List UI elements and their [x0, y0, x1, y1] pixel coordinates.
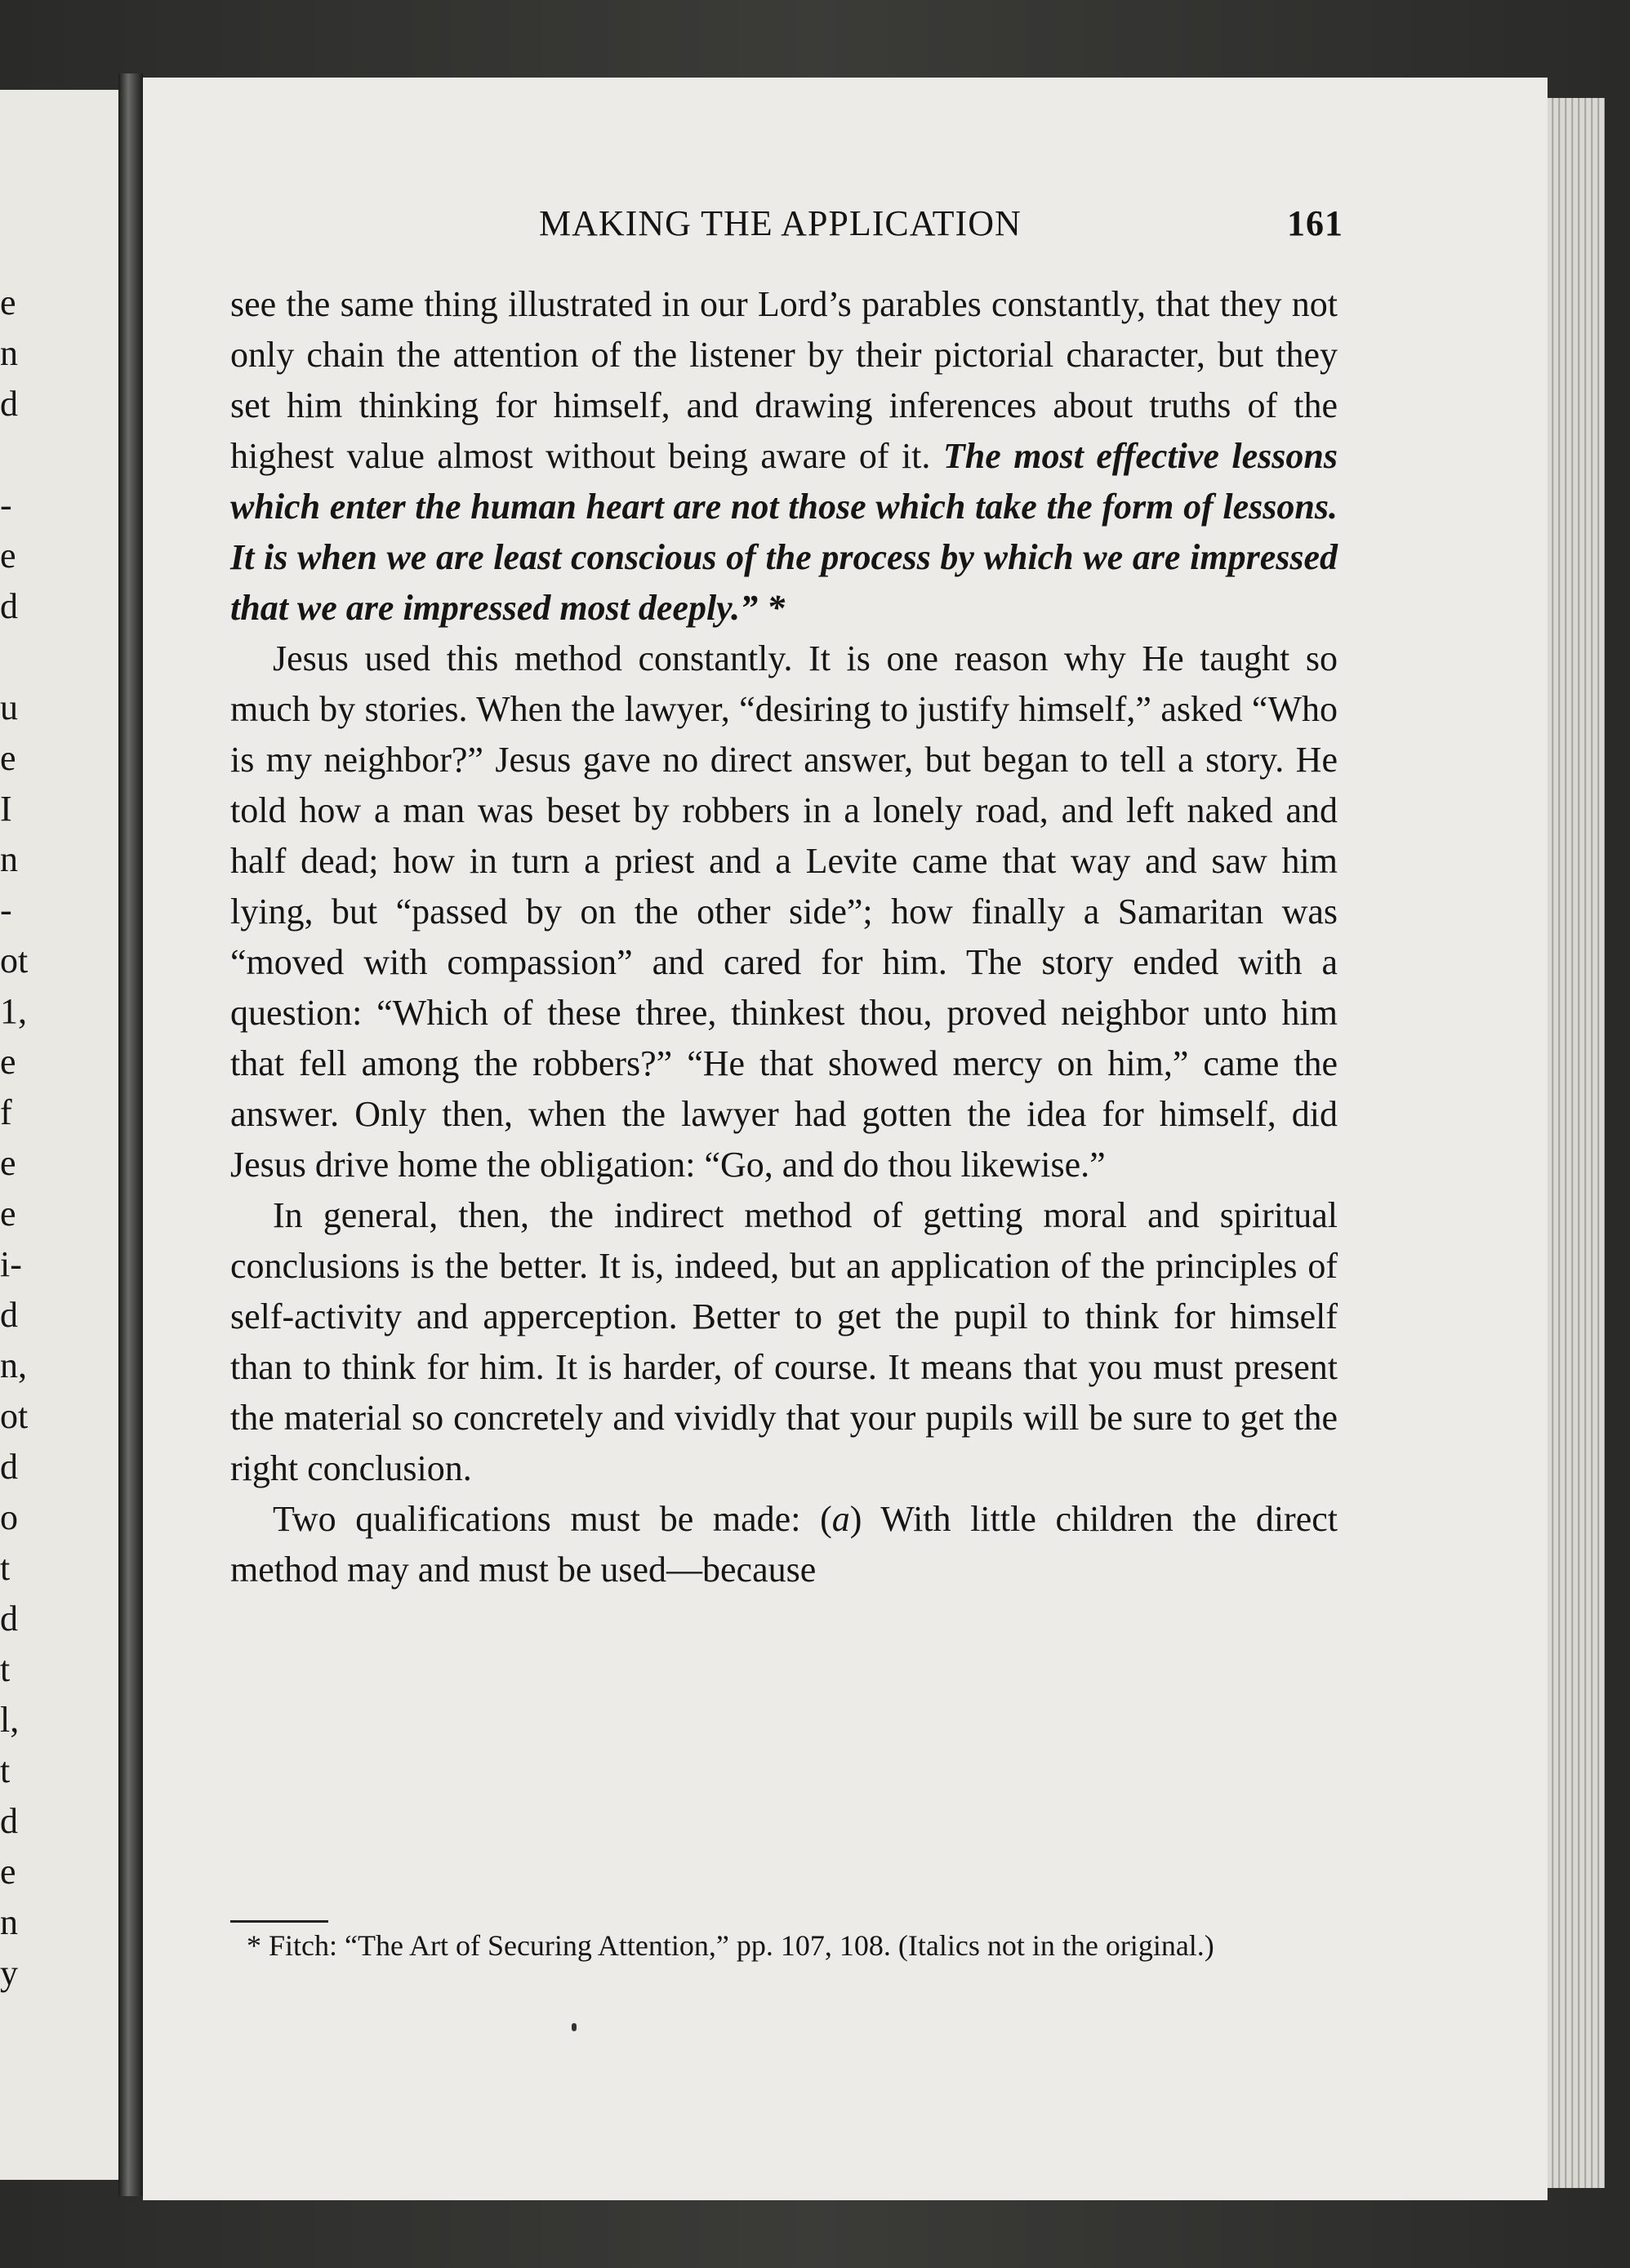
scan-speck: [572, 2023, 577, 2031]
previous-page-letter: e: [0, 1143, 16, 1183]
footnote-rule: [230, 1920, 328, 1923]
previous-page-letter: 1,: [0, 991, 27, 1031]
previous-page-letter: ‐: [0, 890, 12, 930]
previous-page-letter: n,: [0, 1345, 27, 1385]
previous-page-letter: e: [0, 1194, 16, 1234]
page-number: 161: [1287, 203, 1343, 243]
paragraph-1-italic-quote: The most effective lessons which enter the human heart are not those which take the form of lessons. It is when we are least conscious of the process by which we are impressed that we are impressed most deeply.” *: [230, 436, 1338, 628]
paragraph-3: [230, 1190, 1338, 1494]
previous-page-letter: [0, 429, 33, 480]
previous-page-letter: ot: [0, 1396, 29, 1436]
paragraph-4: [230, 1494, 1338, 1595]
previous-page-letters: [0, 278, 33, 1999]
previous-page-letter: i-: [0, 1244, 22, 1284]
page-header: [539, 202, 1356, 251]
previous-page-letter: d: [0, 384, 18, 424]
previous-page-letter: d: [0, 586, 18, 626]
previous-page-letter: [0, 632, 33, 683]
previous-page-letter: f: [0, 1092, 12, 1132]
paragraph-2: [230, 634, 1338, 1190]
previous-page-letter: ot: [0, 941, 29, 981]
previous-page-letter: e: [0, 282, 16, 322]
previous-page-letter: n: [0, 839, 18, 879]
previous-page-letter: d: [0, 1295, 18, 1335]
previous-page-letter: u: [0, 687, 18, 727]
previous-page-letter: t: [0, 1649, 11, 1689]
previous-page-letter: n: [0, 1902, 18, 1942]
footnote: [230, 1923, 1338, 1968]
previous-page-edge: [0, 90, 118, 2180]
previous-page-letter: e: [0, 536, 16, 576]
book-gutter: [118, 73, 143, 2196]
previous-page-letter: o: [0, 1497, 18, 1537]
previous-page-letter: e: [0, 738, 16, 778]
page-edge-stack: [1548, 98, 1605, 2188]
paragraph-1-text: see the same thing illustrated in our Lord’s parables constantly, that they not only chain the attention of the listener by their pictorial character, but they set him thinking for himself, and drawing inferences about truths of the highest value almost without being aware of it.: [230, 284, 1338, 476]
paragraph-4-text-after: ) With little children the direct method may and must be used—because: [230, 1499, 1338, 1590]
previous-page-letter: e: [0, 1042, 16, 1082]
paragraph-1: [230, 279, 1338, 634]
previous-page-letter: d: [0, 1801, 18, 1841]
body-text: [230, 279, 1338, 1595]
paragraph-3-text: In general, then, the indirect method of getting moral and spiritual conclusions is the better. It is, indeed, but an application of the principles of self-activity and apperception. Better to get the pupil to think for himself than to think for him. It is harder, of course. It means that you must present the material so concretely and vividly that your pupils will be sure to get the right conclusion.: [230, 1195, 1338, 1488]
footnote-text: * Fitch: “The Art of Securing Attention,” pp. 107, 108. (Italics not in the original.): [247, 1929, 1214, 1962]
previous-page-letter: t: [0, 1548, 11, 1588]
previous-page-letter: y: [0, 1953, 18, 1993]
previous-page-letter: d: [0, 1599, 18, 1639]
previous-page-letter: d: [0, 1447, 18, 1487]
previous-page-letter: ‐: [0, 485, 12, 525]
paragraph-4-italic-letter: a: [831, 1499, 850, 1539]
previous-page-letter: t: [0, 1750, 11, 1790]
running-title: MAKING THE APPLICATION: [539, 203, 1022, 243]
previous-page-letter: e: [0, 1852, 16, 1892]
previous-page-letter: n: [0, 333, 18, 373]
previous-page-letter: l,: [0, 1700, 20, 1740]
paragraph-4-text-before: Two qualifications must be made: (: [273, 1499, 832, 1539]
previous-page-letter: I: [0, 789, 12, 829]
paragraph-2-text: Jesus used this method constantly. It is one reason why He taught so much by stories. When the lawyer, “desiring to justify himself,” asked “Who is my neighbor?” Jesus gave no direct answer, but began to tell a story. He told how a man was beset by robbers in a lonely road, and left naked and half dead; how in turn a priest and a Levite came that way and saw him lying, but “passed by on the other side”; how finally a Samaritan was “moved with compassion” and cared for him. The story ended with a question: “Which of these three, thinkest thou, proved neighbor unto him that fell among the robbers?” “He that showed mercy on him,” came the answer. Only then, when the lawyer had gotten the idea for himself, did Jesus drive home the obligation: “Go, and do thou likewise.”: [230, 638, 1338, 1185]
